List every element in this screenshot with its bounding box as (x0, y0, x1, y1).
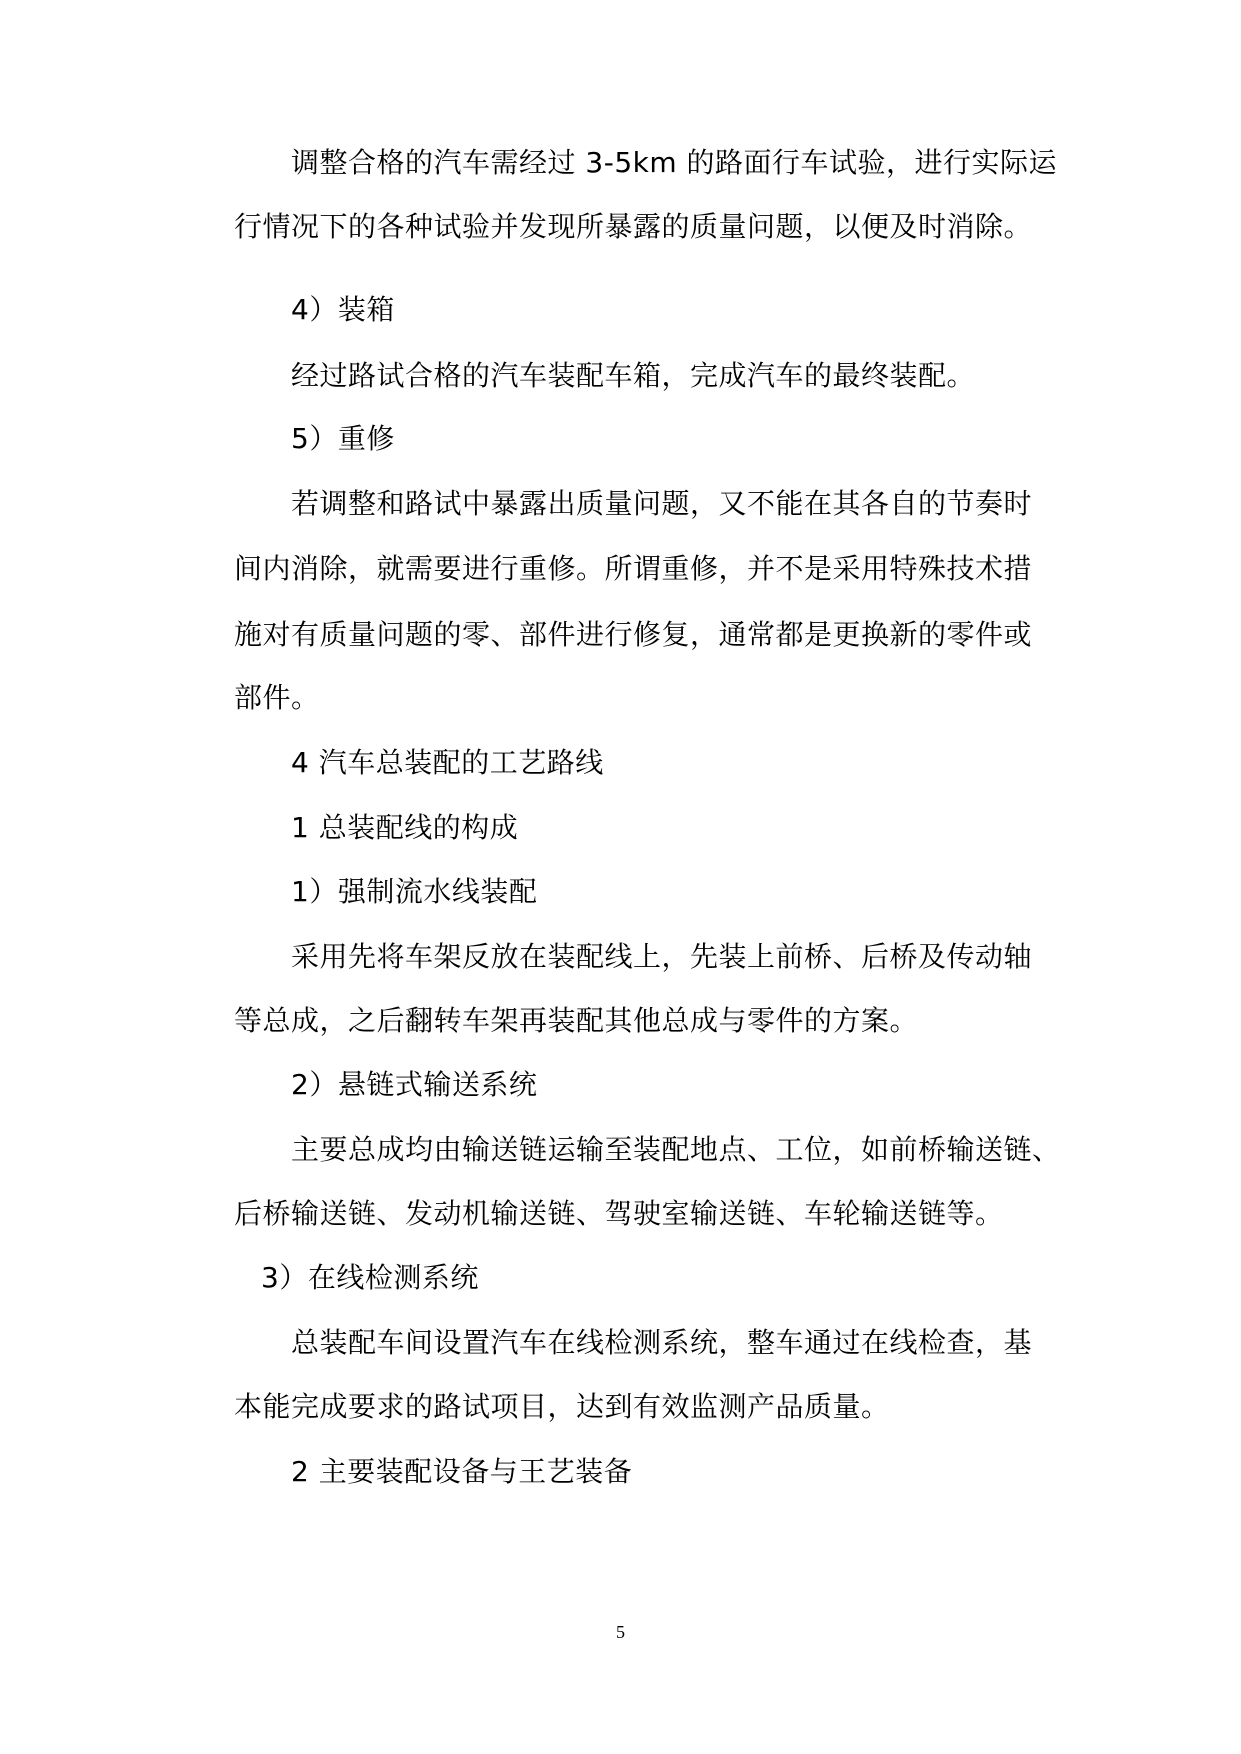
subsection-heading: 1）强制流水线装配 (291, 875, 538, 908)
paragraph-line: 主要总成均由输送链运输至装配地点、工位，如前桥输送链、 (291, 1133, 1061, 1166)
paragraph-line: 本能完成要求的路试项目，达到有效监测产品质量。 (234, 1390, 890, 1423)
section-heading: 4）装箱 (291, 293, 395, 326)
subsection-heading: 3）在线检测系统 (261, 1261, 479, 1294)
paragraph-line: 采用先将车架反放在装配线上，先装上前桥、后桥及传动轴 (291, 940, 1033, 973)
section-heading: 2 主要装配设备与王艺装备 (291, 1455, 633, 1488)
paragraph-line: 行情况下的各种试验并发现所暴露的质量问题，以便及时消除。 (234, 210, 1033, 243)
paragraph-line: 经过路试合格的汽车装配车箱，完成汽车的最终装配。 (291, 359, 976, 392)
paragraph-line: 等总成，之后翻转车架再装配其他总成与零件的方案。 (234, 1004, 919, 1037)
paragraph-line: 若调整和路试中暴露出质量问题，又不能在其各自的节奏时 (291, 487, 1033, 520)
paragraph-line: 间内消除，就需要进行重修。所谓重修，并不是采用特殊技术措 (234, 552, 1033, 585)
page-number: 5 (616, 1622, 625, 1642)
section-heading: 5）重修 (291, 422, 395, 455)
paragraph-line: 部件。 (234, 681, 320, 714)
paragraph-line: 后桥输送链、发动机输送链、驾驶室输送链、车轮输送链等。 (234, 1197, 1004, 1230)
paragraph-line: 施对有质量问题的零、部件进行修复，通常都是更换新的零件或 (234, 618, 1033, 651)
section-heading: 1 总装配线的构成 (291, 811, 519, 844)
subsection-heading: 2）悬链式输送系统 (291, 1068, 538, 1101)
paragraph-line: 调整合格的汽车需经过 3-5km 的路面行车试验，进行实际运 (291, 146, 1058, 179)
paragraph-line: 总装配车间设置汽车在线检测系统，整车通过在线检查，基 (291, 1326, 1033, 1359)
chapter-heading: 4 汽车总装配的工艺路线 (291, 746, 604, 779)
